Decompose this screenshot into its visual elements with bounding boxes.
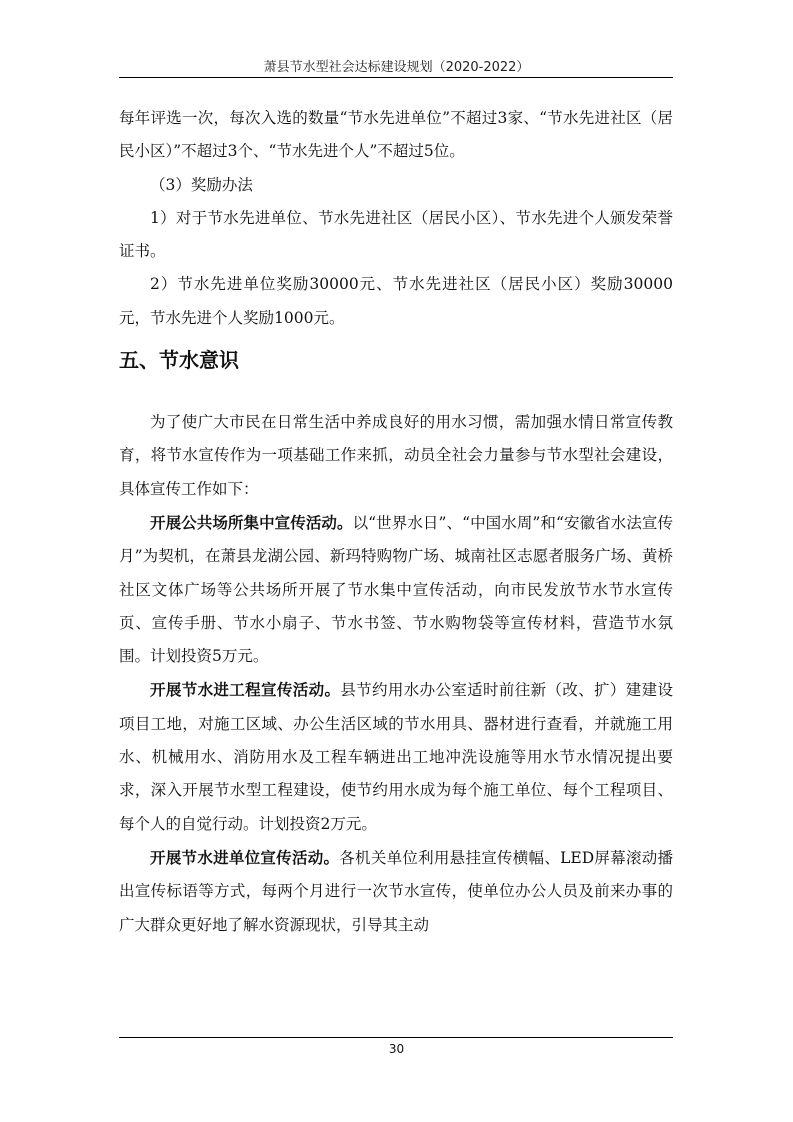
header-rule [119,77,673,78]
paragraph-reward-amounts: 2）节水先进单位奖励30000元、节水先进社区（居民小区）奖励30000元，节水先进个人奖励1000元。 [119,275,673,327]
section-heading: 五、节水意识 [119,348,239,373]
paragraph-unit-campaign [119,841,673,942]
text-public-campaign: 以“世界水日”、“中国水周”和“安徽省水法宣传月”为契机，在萧县龙湖公园、新玛特购物广场、城南社区志愿者服务广场、黄桥社区文体广场等公共场所开展了节水集中宣传活动，向市民发放节水节水宣传页、宣传手册、节水小扇子、节水书签、节水购物袋等宣传材料，营造节水氛围。计划投资5万元。 [119,513,673,666]
paragraph-public-campaign [119,506,673,673]
text-project-campaign: 县节约用水办公室适时前往新（改、扩）建建设项目工地，对施工区域、办公生活区域的节水用具、器材进行查看，并就施工用水、机械用水、消防用水及工程车辆进出工地冲洗设施等用水节水情况提出要求，深入开展节水型工程建设，使节约用水成为每个施工单位、每个工程项目、每个人的自觉行动。计划投资2万元。 [119,681,673,833]
page-number: 30 [388,1042,405,1056]
lead-project-campaign: 开展节水进工程宣传活动。 [150,680,341,700]
paragraph-reward-certificate: 1）对于节水先进单位、节水先进社区（居民小区）、节水先进个人颁发荣誉证书。 [119,208,673,261]
subheading-reward-method: （3）奖励办法 [150,175,253,194]
footer-rule [119,1037,673,1038]
text-unit-campaign: 各机关单位利用悬挂宣传横幅、LED屏幕滚动播出宣传标语等方式，每两个月进行一次节水宣传，使单位办公人员及前来办事的广大群众更好地了解水资源现状，引导其主动 [119,848,673,934]
paragraph-project-campaign [119,673,673,840]
page-content [119,102,673,942]
paragraph-selection-quota: 每年评选一次，每次入选的数量“节水先进单位”不超过3家、“节水先进社区（居民小区）”不超过3个、“节水先进个人”不超过5位。 [119,109,673,161]
lead-public-campaign: 开展公共场所集中宣传活动。 [150,512,353,532]
running-header: 萧县节水型社会达标建设规划（2020-2022） [263,60,530,75]
paragraph-intro: 为了使广大市民在日常生活中养成良好的用水习惯，需加强水情日常宣传教育，将节水宣传作为一项基础工作来抓，动员全社会力量参与节水型社会建设，具体宣传工作如下： [119,413,673,498]
lead-unit-campaign: 开展节水进单位宣传活动。 [150,847,340,867]
